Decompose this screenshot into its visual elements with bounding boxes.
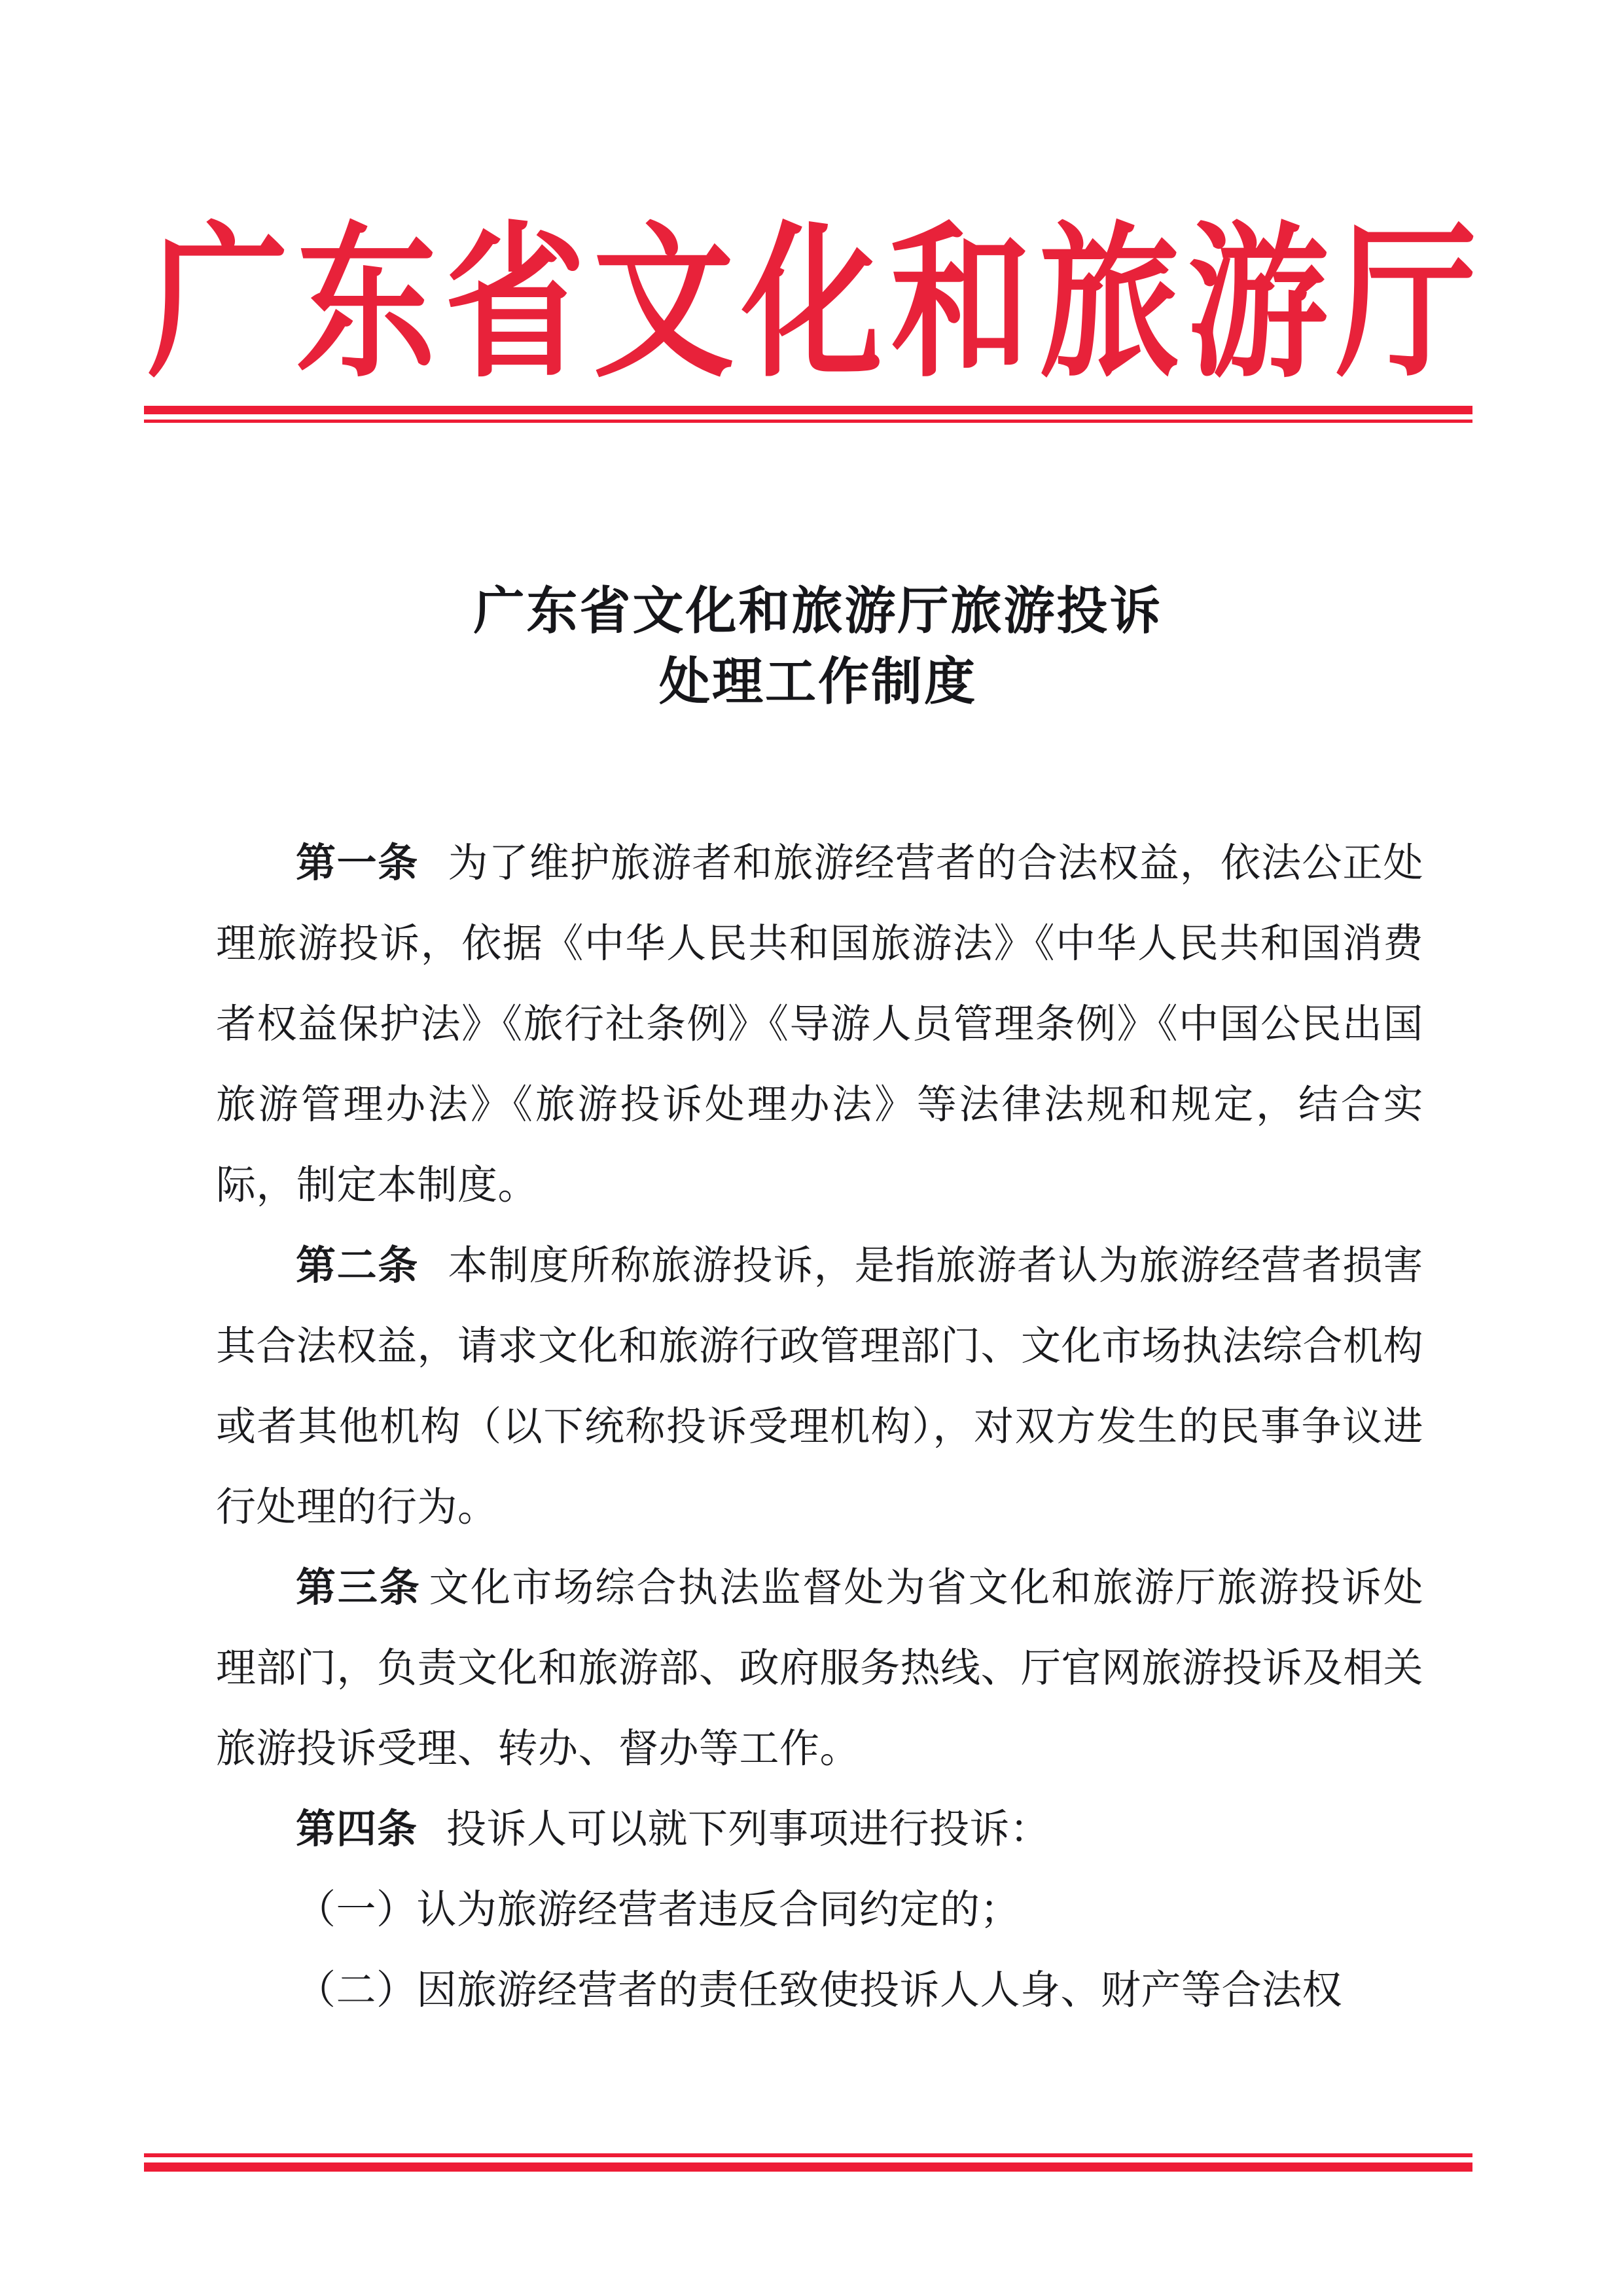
rule-thin-bar: [144, 420, 1472, 423]
article-paragraph-3: [216, 1548, 1423, 1789]
document-title-line-1: 广东省文化和旅游厅旅游投诉: [473, 583, 1163, 639]
article-paragraph-1: [216, 823, 1423, 1226]
list-item: （二）因旅游经营者的责任致使投诉人人身、财产等合法权: [296, 1969, 1343, 2013]
list-item: （一）认为旅游经营者违反合同约定的；: [296, 1888, 1021, 1932]
document-title: [216, 576, 1420, 717]
document-body: [216, 823, 1423, 2031]
article-marker-2: 第二条: [296, 1244, 419, 1288]
article-marker-1: 第一条: [296, 842, 419, 886]
article-text-2: 本制度所称旅游投诉，是指旅游者认为旅游经营者损害其合法权益，请求文化和旅游行政管理部门、文化市场执法综合机构或者其他机构（以下统称投诉受理机构），对双方发生的民事争议进行处理的行为。: [216, 1244, 1424, 1530]
issuing-organization-name: 广东省文化和旅游厅: [147, 211, 1485, 397]
document-title-line-2: 处理工作制度: [658, 653, 977, 710]
article-text-4: 投诉人可以就下列事项进行投诉：: [446, 1808, 1050, 1852]
article-text-1: 为了维护旅游者和旅游经营者的合法权益，依法公正处理旅游投诉，依据《中华人民共和国旅游法》《中华人民共和国消费者权益保护法》《旅行社条例》《导游人员管理条例》《中国公民出国旅游管理办法》《旅游投诉处理办法》等法律法规和规定，结合实际，制定本制度。: [216, 842, 1423, 1208]
rule-thick-bar: [144, 2162, 1472, 2172]
rule-thick-bar: [144, 406, 1472, 414]
article-paragraph-2: [216, 1226, 1423, 1548]
letterhead-banner: [0, 211, 1623, 397]
letterhead-top-rule: [144, 406, 1472, 425]
article-marker-3: 第三条: [296, 1566, 421, 1610]
article-paragraph-4: [216, 1789, 1423, 1870]
rule-thin-bar: [144, 2153, 1472, 2157]
article-text-3: 文化市场综合执法监督处为省文化和旅游厅旅游投诉处理部门，负责文化和旅游部、政府服务热线、厅官网旅游投诉及相关旅游投诉受理、转办、督办等工作。: [216, 1566, 1424, 1771]
article-marker-4: 第四条: [296, 1808, 418, 1852]
footer-bottom-rule: [144, 2153, 1472, 2174]
